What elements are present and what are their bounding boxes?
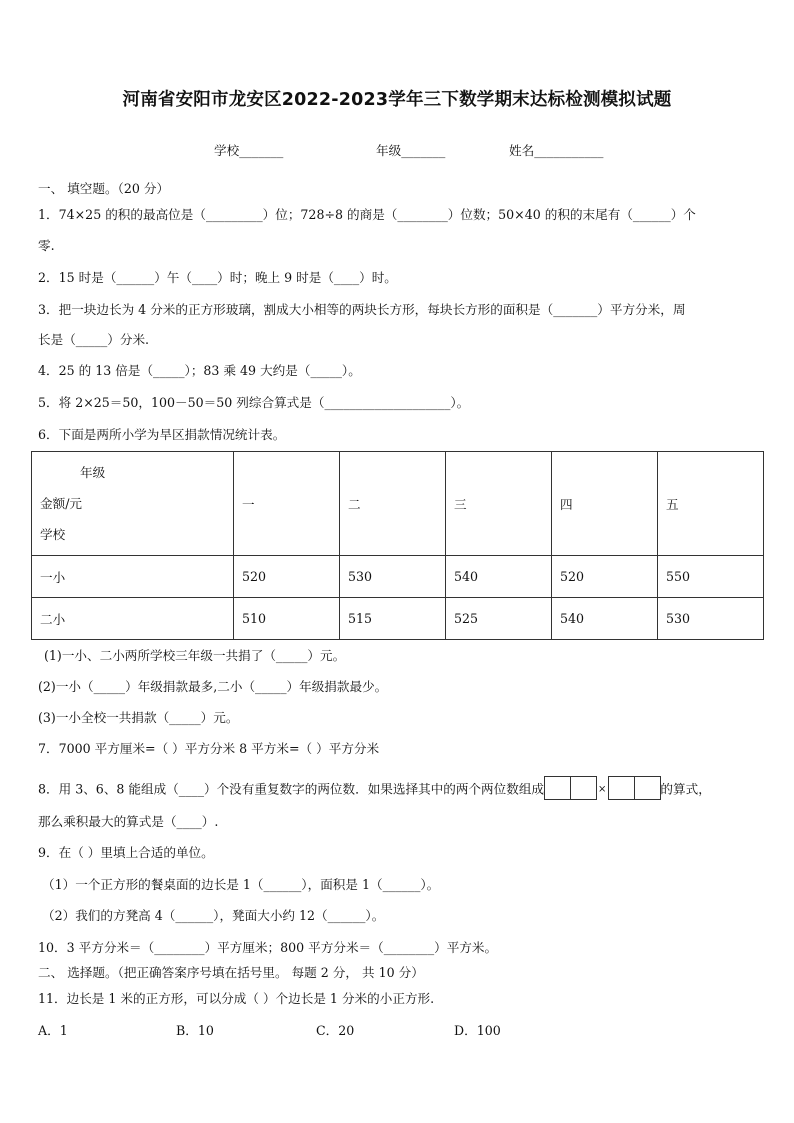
column-header: 五 <box>658 452 764 556</box>
question-6-part-1: (1)一小、二小两所学校三年级一共捐了（_____）元。 <box>44 648 346 663</box>
column-header: 一 <box>234 452 340 556</box>
row-school: 二小 <box>32 598 234 640</box>
question-6-part-3: (3)一小全校一共捐款（_____）元。 <box>38 710 239 725</box>
question-6: 6．下面是两所小学为旱区捐款情况统计表。 <box>38 427 286 442</box>
question-9-part-1: （1）一个正方形的餐桌面的边长是 1（______），面积是 1（______）。 <box>42 877 440 892</box>
question-1-line-2: 零. <box>38 238 55 253</box>
column-header: 四 <box>552 452 658 556</box>
digit-box[interactable] <box>570 776 597 800</box>
question-4: 4．25 的 13 倍是（_____）；83 乘 49 大约是（_____）。 <box>38 363 361 378</box>
question-8-text: 8．用 3、6、8 能组成（____）个没有重复数字的两位数．如果选择其中的两个两位数组成 <box>38 781 545 797</box>
option-b[interactable]: B．10 <box>176 1023 214 1038</box>
table-cell: 550 <box>658 556 764 598</box>
question-10: 10．3 平方分米＝（________）平方厘米；800 平方分米＝（________）平方米。 <box>38 940 498 955</box>
table-cell: 525 <box>446 598 552 640</box>
question-9: 9．在（ ）里填上合适的单位。 <box>38 845 214 860</box>
table-row <box>32 598 764 640</box>
table-cell: 510 <box>234 598 340 640</box>
table-row <box>32 556 764 598</box>
option-d[interactable]: D．100 <box>454 1023 501 1038</box>
table-header-row <box>32 452 764 556</box>
school-field[interactable]: 学校_______ <box>214 143 284 158</box>
table-cell: 540 <box>552 598 658 640</box>
question-3-line-2: 长是（_____）分米. <box>38 332 150 347</box>
table-corner-cell <box>32 452 234 556</box>
name-field[interactable]: 姓名___________ <box>509 143 604 158</box>
column-header: 三 <box>446 452 552 556</box>
table-cell: 530 <box>658 598 764 640</box>
page-title: 河南省安阳市龙安区2022-2023学年三下数学期末达标检测模拟试题 <box>122 90 672 110</box>
digit-boxes-right <box>608 776 660 800</box>
corner-label-amount: 金额/元 <box>40 496 83 511</box>
table-cell: 530 <box>340 556 446 598</box>
column-header: 二 <box>340 452 446 556</box>
option-a[interactable]: A．1 <box>38 1023 68 1038</box>
digit-box[interactable] <box>608 776 635 800</box>
question-8-line-2: 那么乘积最大的算式是（____）. <box>38 814 219 829</box>
section-heading-fill-in: 一、 填空题。（20 分） <box>38 181 170 196</box>
table-cell: 520 <box>552 556 658 598</box>
table-cell: 515 <box>340 598 446 640</box>
question-8-text-end: 的算式， <box>660 781 711 797</box>
option-c[interactable]: C．20 <box>316 1023 355 1038</box>
question-7: 7．7000 平方厘米=（ ）平方分米 8 平方米=（ ）平方分米 <box>38 741 380 756</box>
multiply-sign: × <box>598 784 607 795</box>
digit-box[interactable] <box>634 776 661 800</box>
digit-box[interactable] <box>544 776 571 800</box>
row-school: 一小 <box>32 556 234 598</box>
corner-label-school: 学校 <box>40 527 66 542</box>
question-11: 11．边长是 1 米的正方形，可以分成（ ）个边长是 1 分米的小正方形. <box>38 991 435 1006</box>
question-9-part-2: （2）我们的方凳高 4（______），凳面大小约 12（______）。 <box>42 908 385 923</box>
question-1-line-1: 1．74×25 的积的最高位是（_________）位；728÷8 的商是（________）位数；50×40 的积的末尾有（______）个 <box>38 207 696 222</box>
digit-boxes-left <box>544 776 596 800</box>
question-5: 5．将 2×25＝50，100－50＝50 列综合算式是（____________________）。 <box>38 395 470 410</box>
corner-label-grade: 年级 <box>80 465 106 480</box>
question-8-line-1 <box>38 778 711 802</box>
question-3-line-1: 3．把一块边长为 4 分米的正方形玻璃，割成大小相等的两块长方形，每块长方形的面积是（_______）平方分米，周 <box>38 302 686 317</box>
donation-table <box>31 451 764 640</box>
question-6-part-2: (2)一小（_____）年级捐款最多,二小（_____）年级捐款最少。 <box>38 679 388 694</box>
section-heading-choice: 二、 选择题。（把正确答案序号填在括号里。 每题 2 分， 共 10 分） <box>38 965 424 980</box>
table-cell: 520 <box>234 556 340 598</box>
question-2: 2．15 时是（______）午（____）时；晚上 9 时是（____）时。 <box>38 270 397 285</box>
table-cell: 540 <box>446 556 552 598</box>
grade-field[interactable]: 年级_______ <box>376 143 446 158</box>
